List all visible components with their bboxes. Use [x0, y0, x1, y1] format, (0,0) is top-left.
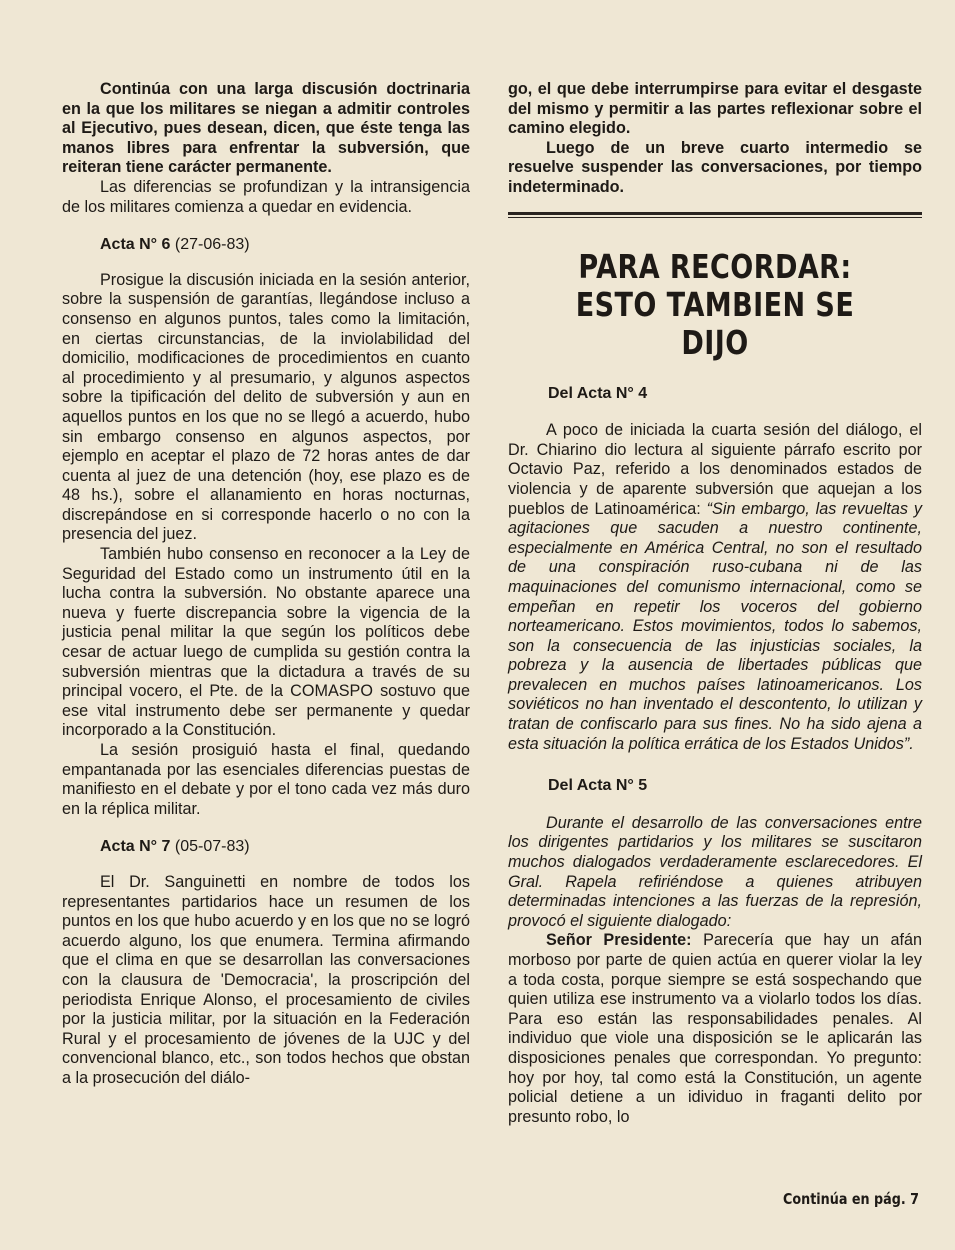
acta-6-label: Acta N° 6	[100, 236, 171, 254]
paragraph-dialogue	[508, 931, 922, 1127]
acta-6-date: (27-06-83)	[174, 236, 250, 254]
speaker-label: Señor Presidente:	[546, 931, 692, 950]
left-column	[62, 80, 470, 1089]
acta-5-heading: Del Acta N° 5	[548, 777, 648, 795]
paragraph-suspension: Luego de un breve cuarto intermedio se resuelve suspender las conversaciones, por tiempo indeterminado.	[508, 138, 922, 196]
section-title	[545, 248, 884, 362]
acta-7-date: (05-07-83)	[174, 838, 250, 856]
acta-6-heading	[100, 235, 470, 255]
paragraph-acta-4-text: A poco de iniciada la cuarta sesión del diálogo, el Dr. Chiarino dio lectura al siguiente párrafo escrito por Octavio Paz, referido a los denominados estados de violencia y de aparente subversión que aquejan a los pueblos de Latinoamérica:	[508, 421, 922, 518]
paragraph-sesion: La sesión prosiguió hasta el final, quedando empantanada por las esenciales diferencias puestas de manifiesto en el debate y por el tono cada vez más duro en la réplica militar.	[62, 741, 470, 818]
paragraph-acta-6: Prosigue la discusión iniciada en la sesión anterior, sobre la suspensión de garantías, llegándose incluso a consenso en algunos puntos, tales como la limitación, en ciertas circunstancias, de la inviolabilidad del domicilio, modificaciones de procedimientos en cuanto al procedimiento y al presumario, y algunos aspectos sobre la tipificación del delito de subversión y aun en aquellos puntos en los que no se llegó a acuerdo, hubo sin embargo consenso en algunos aspectos, por ejemplo en aceptar el plazo de 72 horas antes de dar cuenta al juez de una detención (hoy, ese plazo es de 48 hs.), sobre el allanamiento en horas nocturnas, discrepándose en si corresponde hacerlo o no con la presencia del juez.	[62, 270, 470, 544]
paragraph-acta-7: El Dr. Sanguinetti en nombre de todos los representantes partidarios hace un resumen de los puntos en los que hubo acuerdo y en los que no se logró acuerdo alguno, los que enumera. Termina afirmando que el clima en que se desarrollan las conversaciones con la clausura de 'Democracia', la proscripción del periodista Enrique Alonso, el procesamiento de civiles por la justicia militar, por la situación en la Federación Rural y el procesamiento de jóvenes de la UJC y del convencional blanco, etc., son todos hechos que obstan a la prosecución del diálo-	[62, 872, 470, 1087]
acta-4-heading: Del Acta N° 4	[548, 384, 648, 402]
paragraph-acta-4	[508, 421, 922, 754]
speaker-text: Parecería que hay un afán morboso por parte de quien actúa en querer violar la ley a toda costa, porque siempre se está sospechando que quien utiliza ese instrumento va a violarlo todos los días. Para eso están las responsabilidades penales. Al individuo que viole una disposición se le aplicarán las disposiciones penales que correspondan. Yo pregunto: hoy por hoy, tal como está la Constitución, un agente policial detiene a un idividuo in fraganti delito por presunto robo, lo	[508, 931, 922, 1126]
octavio-paz-quote: “Sin embargo, las revueltas y agitaciones que sacuden a nuestro continente, especialmente en América Central, no son el resultado de una conspiración ruso-cubana ni de las maquinaciones del comunismo internacional, como se empeñan en repetir los voceros del gobierno norteamericano. Estos movimientos, todos lo sabemos, son la consecuencia de las injusticias sociales, la pobreza y la ausencia de libertades públicas que prevalecen en muchos países latinoamericanos. Los soviéticos no han inventado el descontento, lo utilizan y tratan de confiscarlo para sus fines. No ha sido ajena a esta situación la política errática de los Estados Unidos”.	[508, 499, 922, 753]
paragraph-acta-5: Durante el desarrollo de las conversaciones entre los dirigentes partidarios y los militares se suscitaron muchos dialogados verdaderamente esclarecedores. El Gral. Rapela refiriéndose a quienes atribuyen determinadas intenciones a las fuerzas de la represión, provocó el siguiente dialogado:	[508, 813, 922, 930]
section-title-line-1: PARA RECORDAR:	[578, 246, 852, 286]
paragraph-consenso: También hubo consenso en reconocer a la Ley de Seguridad del Estado como un instrumento útil en la lucha contra la subversión. No obstante aparece una nueva y fuerte discrepancia sobre la vigencia de la justicia penal militar la que según los políticos debe cesar de actuar luego de cumplida su gestión contra la subversión mientras que la dictadura a través de su principal vocero, el Pte. de la COMASPO sostuvo que ese vital instrumento debe ser permanente y quedar incorporado a la Constitución.	[62, 545, 470, 740]
continued-on-page: Continúa en pág. 7	[782, 1190, 919, 1208]
continuation-paragraph: go, el que debe interrumpirse para evitar el desgaste del mismo y permitir a las partes reflexionar sobre el camino elegido.	[508, 80, 922, 138]
acta-7-heading	[100, 837, 470, 857]
section-title-line-2: ESTO TAMBIEN SE DIJO	[575, 284, 855, 362]
acta-7-label: Acta N° 7	[100, 838, 171, 856]
intro-paragraph: Continúa con una larga discusión doctrinaria en la que los militares se niegan a admitir controles al Ejecutivo, pues desean, dicen, que éste tenga las manos libres para enfrentar la subversión, que reiteran tiene carácter permanente.	[62, 80, 470, 177]
paragraph-differences: Las diferencias se profundizan y la intransigencia de los militares comienza a quedar en evidencia.	[62, 177, 470, 216]
right-column	[508, 80, 922, 1127]
section-divider	[508, 212, 922, 218]
